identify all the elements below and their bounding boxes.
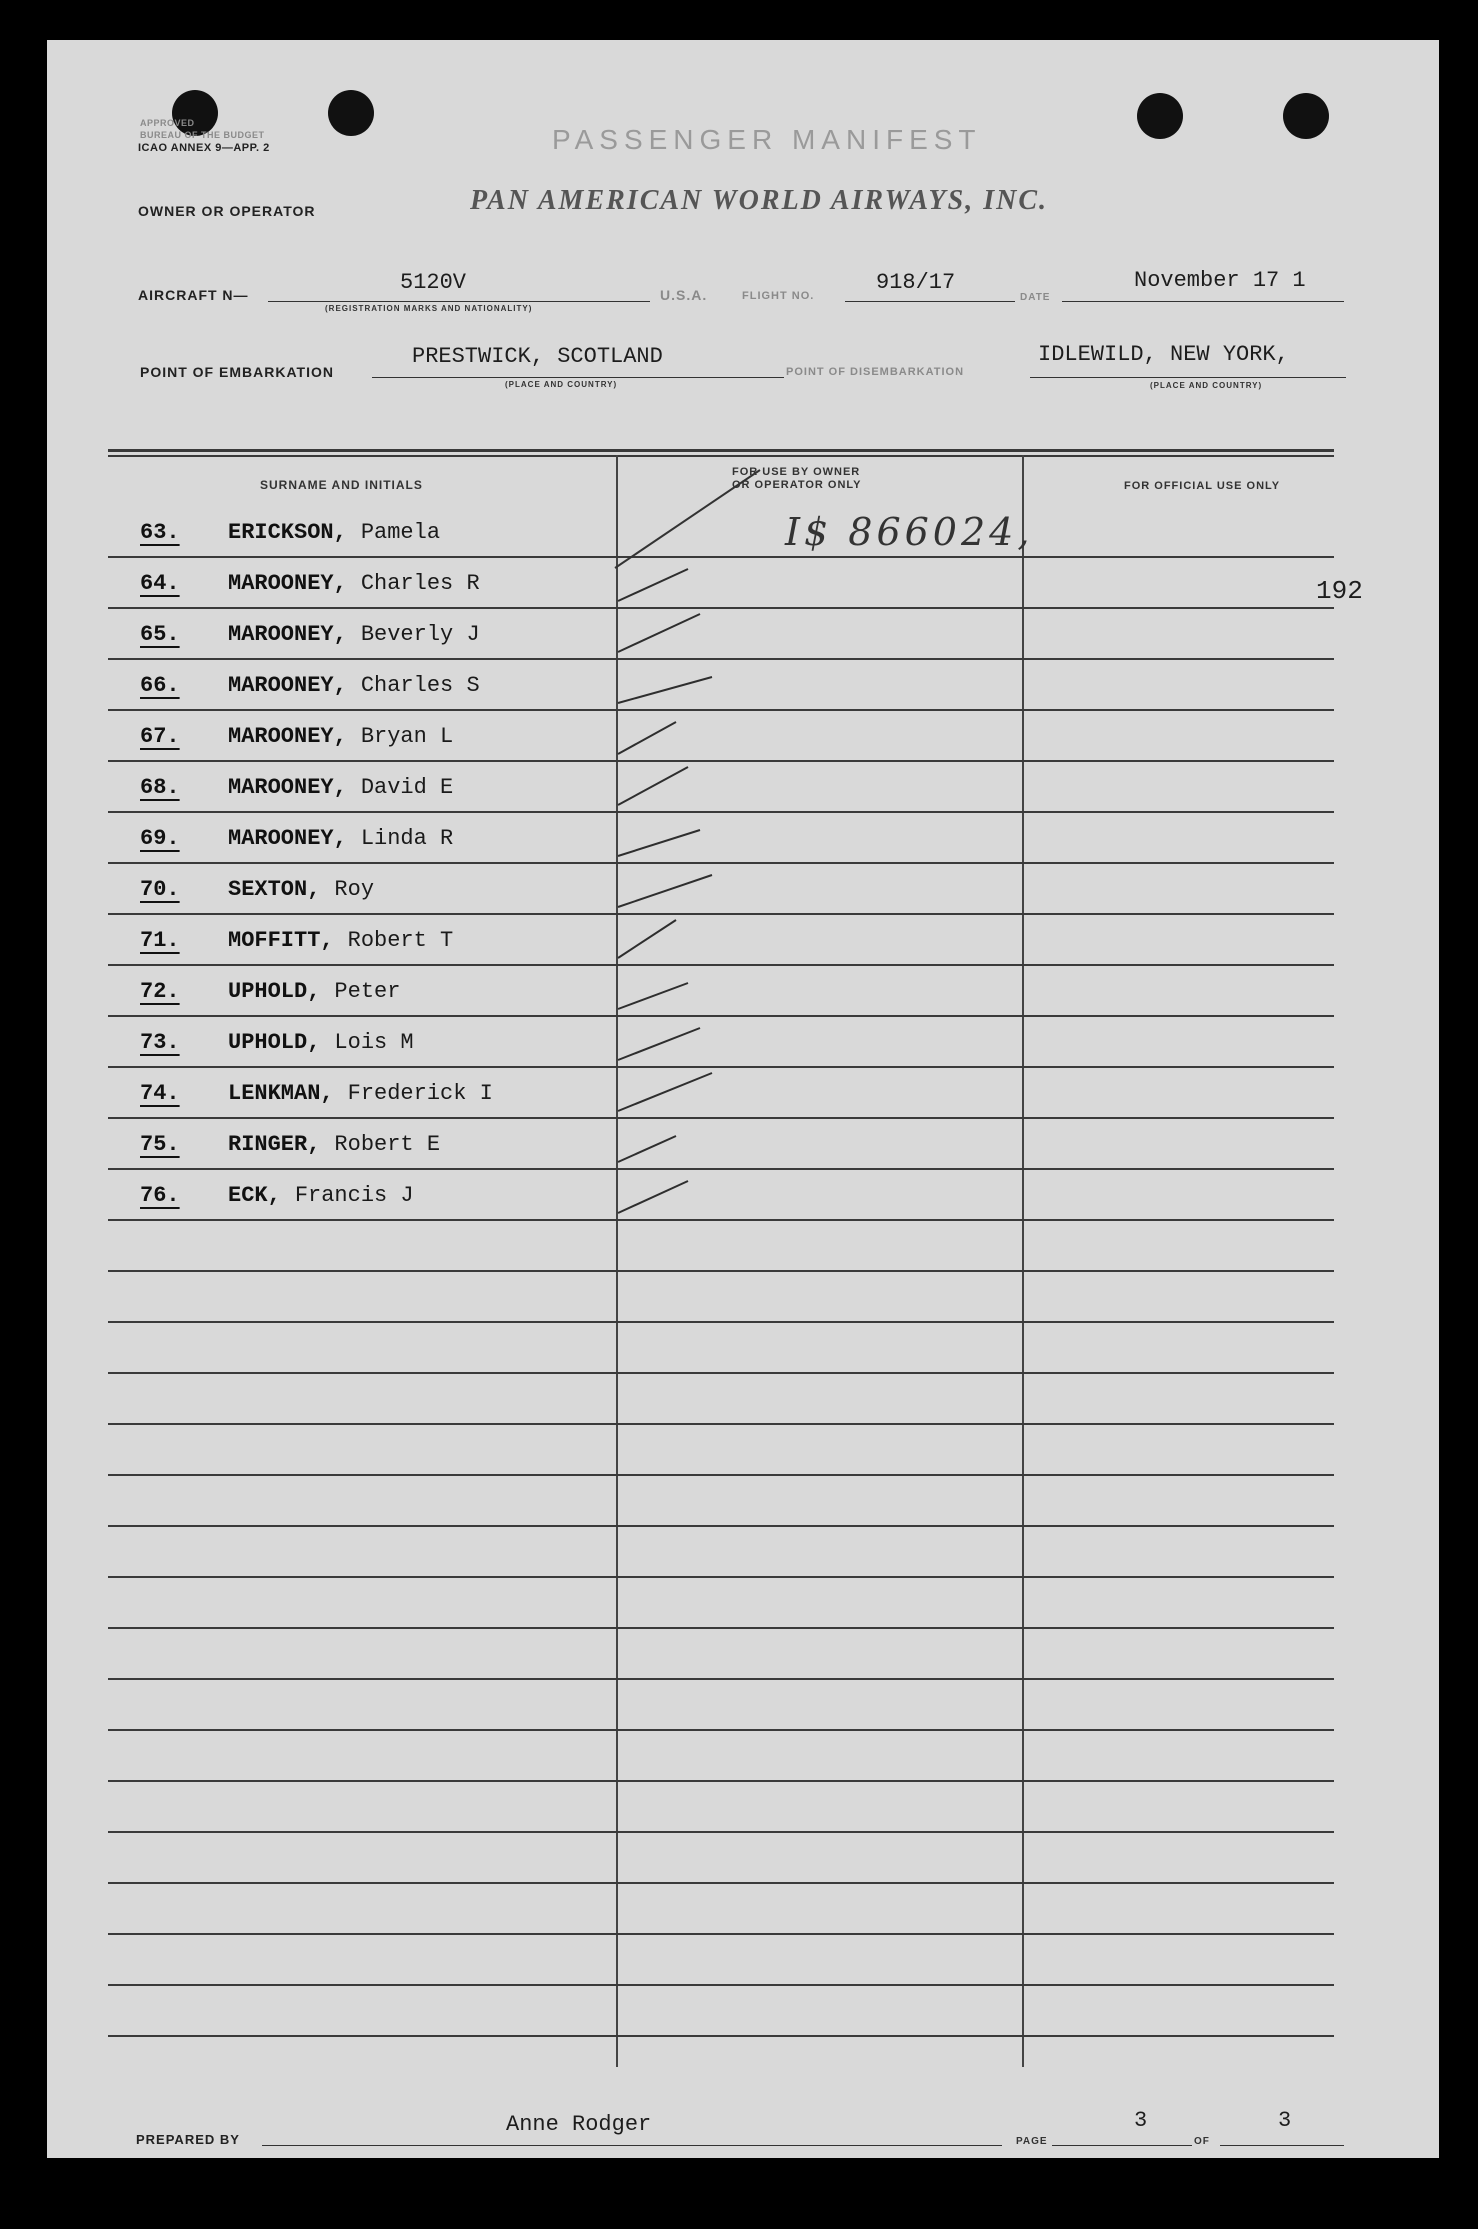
checkmark-stroke	[618, 722, 676, 754]
passenger-number: 70.	[140, 877, 180, 902]
embarkation-value: PRESTWICK, SCOTLAND	[412, 344, 663, 369]
checkmark-stroke	[618, 677, 712, 703]
place-note-embarkation: (PLACE AND COUNTRY)	[505, 380, 618, 389]
passenger-given-name: Roy	[334, 877, 375, 902]
date-label: DATE	[1020, 292, 1051, 303]
passenger-number: 64.	[140, 571, 180, 596]
passenger-number: 69.	[140, 826, 180, 851]
surname-column-header: SURNAME AND INITIALS	[260, 478, 423, 492]
page-underline	[1052, 2145, 1192, 2146]
checkmark-stroke	[618, 920, 676, 958]
passenger-number: 73.	[140, 1030, 180, 1055]
passenger-number: 68.	[140, 775, 180, 800]
approval-line-3: ICAO ANNEX 9—APP. 2	[138, 142, 270, 154]
owner-use-header-1: FOR USE BY OWNER	[732, 466, 861, 478]
passenger-number: 72.	[140, 979, 180, 1004]
passenger-number: 74.	[140, 1081, 180, 1106]
passenger-number: 66.	[140, 673, 180, 698]
page-label: PAGE	[1016, 2136, 1048, 2147]
passenger-number: 67.	[140, 724, 180, 749]
checkmark-stroke	[618, 830, 700, 856]
checkmark-stroke	[618, 767, 688, 805]
form-title: PASSENGER MANIFEST	[552, 124, 982, 155]
prepared-by-label: PREPARED BY	[136, 2132, 240, 2147]
checkmark-stroke	[618, 1028, 700, 1060]
passenger-number: 76.	[140, 1183, 180, 1208]
side-page-number: 192	[1316, 576, 1363, 606]
page-value: 3	[1134, 2108, 1148, 2133]
usa-label: U.S.A.	[660, 287, 708, 303]
passenger-given-name: Robert E	[334, 1132, 441, 1157]
checkmark-stroke	[618, 983, 688, 1009]
aircraft-value: 5120V	[400, 270, 467, 295]
flight-value: 918/17	[876, 270, 956, 295]
passenger-given-name: Charles S	[360, 673, 480, 698]
passenger-surname: MAROONEY,	[228, 673, 347, 698]
prepared-by-value: Anne Rodger	[506, 2112, 652, 2137]
passenger-surname: RINGER,	[228, 1132, 321, 1157]
checkmark-stroke	[618, 875, 712, 907]
passenger-surname: MAROONEY,	[228, 571, 347, 596]
aircraft-label: AIRCRAFT N—	[138, 287, 249, 303]
passenger-given-name: Pamela	[360, 520, 441, 545]
of-label: OF	[1194, 2136, 1210, 2147]
passenger-given-name: David E	[360, 775, 454, 800]
handwritten-ticket-number: I$ 866024,	[785, 510, 1034, 554]
passenger-given-name: Bryan L	[360, 724, 454, 749]
checkmark-stroke	[618, 614, 700, 652]
passenger-number: 75.	[140, 1132, 180, 1157]
passenger-surname: MAROONEY,	[228, 622, 347, 647]
disembarkation-value: IDLEWILD, NEW YORK,	[1038, 342, 1289, 367]
passenger-surname: LENKMAN,	[228, 1081, 334, 1106]
prepared-by-underline	[262, 2145, 1002, 2146]
embarkation-label: POINT OF EMBARKATION	[140, 364, 334, 380]
passenger-given-name: Charles R	[360, 571, 480, 596]
checkmark-stroke	[618, 1181, 688, 1213]
checkmark-stroke	[618, 1136, 676, 1162]
passenger-given-name: Peter	[334, 979, 401, 1004]
approval-line-1: APPROVED	[140, 118, 195, 128]
owner-use-header-2: OR OPERATOR ONLY	[732, 479, 862, 491]
passenger-number: 65.	[140, 622, 180, 647]
passenger-given-name: Francis J	[294, 1183, 414, 1208]
passenger-surname: ECK,	[228, 1183, 281, 1208]
passenger-surname: MAROONEY,	[228, 826, 347, 851]
date-value: November 17 1	[1134, 268, 1306, 293]
checkmark-stroke	[618, 1073, 712, 1111]
registration-note: (REGISTRATION MARKS AND NATIONALITY)	[325, 304, 533, 313]
passenger-surname: MAROONEY,	[228, 775, 347, 800]
checkmark-stroke	[618, 569, 688, 601]
disembarkation-label: POINT OF DISEMBARKATION	[786, 366, 965, 378]
of-underline	[1220, 2145, 1344, 2146]
passenger-given-name: Robert T	[347, 928, 454, 953]
official-use-header: FOR OFFICIAL USE ONLY	[1124, 480, 1281, 492]
of-value: 3	[1278, 2108, 1292, 2133]
passenger-surname: UPHOLD,	[228, 1030, 321, 1055]
place-note-disembarkation: (PLACE AND COUNTRY)	[1150, 381, 1263, 390]
approval-line-2: BUREAU OF THE BUDGET	[140, 130, 265, 140]
passenger-surname: UPHOLD,	[228, 979, 321, 1004]
owner-label: OWNER OR OPERATOR	[138, 203, 316, 219]
passenger-number: 63.	[140, 520, 180, 545]
passenger-given-name: Beverly J	[360, 622, 480, 647]
passenger-given-name: Frederick I	[347, 1081, 493, 1106]
passenger-surname: MOFFITT,	[228, 928, 334, 953]
passenger-number: 71.	[140, 928, 180, 953]
passenger-surname: ERICKSON,	[228, 520, 347, 545]
flight-label: FLIGHT NO.	[742, 290, 815, 302]
company-name: PAN AMERICAN WORLD AIRWAYS, INC.	[470, 185, 1049, 216]
passenger-surname: MAROONEY,	[228, 724, 347, 749]
passenger-given-name: Lois M	[334, 1030, 414, 1055]
checkmark-stroke	[615, 470, 760, 568]
passenger-surname: SEXTON,	[228, 877, 321, 902]
passenger-given-name: Linda R	[360, 826, 454, 851]
